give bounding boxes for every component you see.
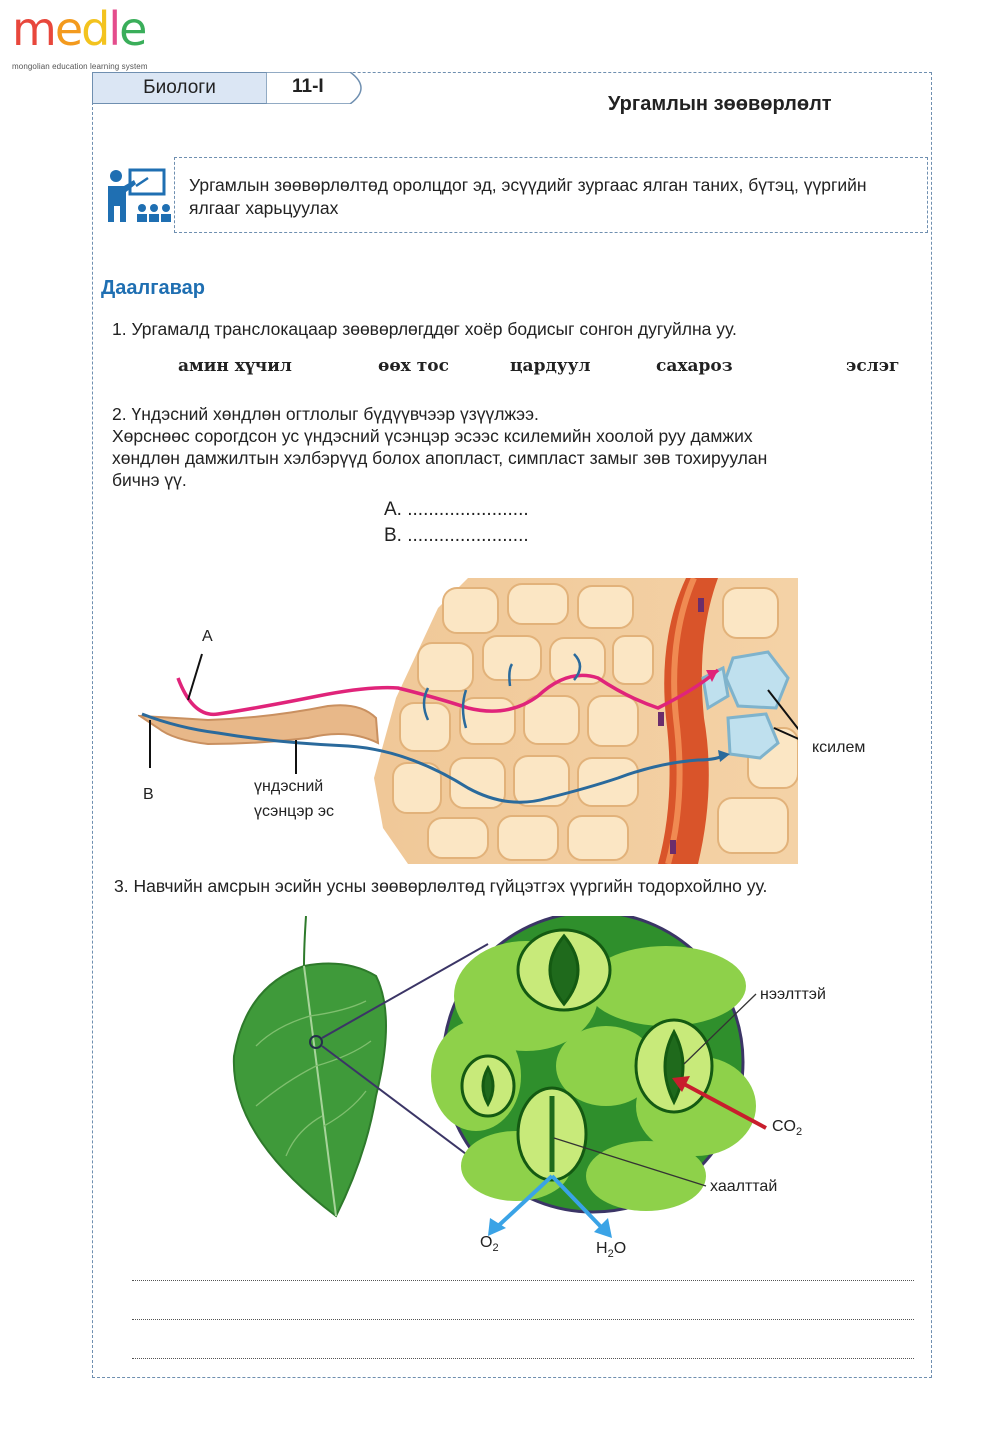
xylem-label: ксилем	[812, 739, 866, 756]
closed-label: хаалттай	[710, 1178, 778, 1195]
question-2	[112, 403, 902, 491]
grade-label: 11-I	[292, 76, 324, 97]
open-label: нээлттэй	[760, 986, 826, 1003]
teacher-icon	[102, 166, 174, 226]
section-title: Даалгавар	[101, 277, 206, 299]
option-cellulose[interactable]: эслэг	[846, 356, 900, 376]
root-hair-label-1: үндэсний	[254, 778, 324, 795]
subject-label: Биологи	[92, 72, 267, 104]
option-sucrose[interactable]: сахароз	[656, 356, 733, 376]
label-b: В	[143, 786, 154, 803]
medle-logo: medle	[12, 2, 146, 56]
stomata-diagram	[226, 916, 866, 1266]
co2-label: $CO_2$	[772, 1118, 803, 1139]
option-starch[interactable]: цардуул	[510, 356, 591, 376]
answer-line[interactable]	[132, 1280, 914, 1281]
learning-goal: Ургамлын зөөвөрлөлтөд оролцдог эд, эсүүдийг зургаас ялган таних, бүтэц, үүргийн ялгааг харьцуулах	[174, 157, 928, 233]
option-amino-acid[interactable]: амин хүчил	[178, 356, 292, 376]
answer-blank-a[interactable]: А. .......................	[384, 499, 529, 520]
q2-line-1: 2. Үндэсний хөндлөн огтлолыг бүдүүвчээр үзүүлжээ.	[112, 404, 539, 424]
question-3: 3. Навчийн амсрын эсийн усны зөөвөрлөлтөд гүйцэтгэх үүргийн тодорхойлно уу.	[114, 876, 768, 896]
q2-line-2: Хөрснөөс сорогдсон ус үндэсний үсэнцэр эсээс ксилемийн хоолой руу дамжих	[112, 426, 753, 446]
q2-line-4: бичнэ үү.	[112, 470, 187, 490]
root-cross-section-diagram	[138, 578, 798, 864]
topic-title: Ургамлын зөөвөрлөлт	[608, 93, 832, 115]
h2o-label: $H_2O$	[596, 1240, 627, 1261]
option-fat[interactable]: өөх тос	[378, 356, 449, 376]
answer-line[interactable]	[132, 1319, 914, 1320]
root-hair-label-2: үсэнцэр эс	[254, 803, 335, 820]
q1-options	[0, 356, 1000, 380]
label-a: А	[202, 628, 213, 645]
q2-line-3: хөндлөн дамжилтын хэлбэрүүд болох апопласт, симпласт замыг зөв тохируулан	[112, 448, 768, 468]
question-1: 1. Ургамалд транслокацаар зөөвөрлөгддөг хоёр бодисыг сонгон дугуйлна уу.	[112, 319, 737, 339]
logo-tagline: mongolian education learning system	[12, 62, 148, 71]
answer-blank-b[interactable]: В. .......................	[384, 525, 529, 546]
o2-label: $O_2$	[480, 1234, 499, 1255]
answer-line[interactable]	[132, 1358, 914, 1359]
